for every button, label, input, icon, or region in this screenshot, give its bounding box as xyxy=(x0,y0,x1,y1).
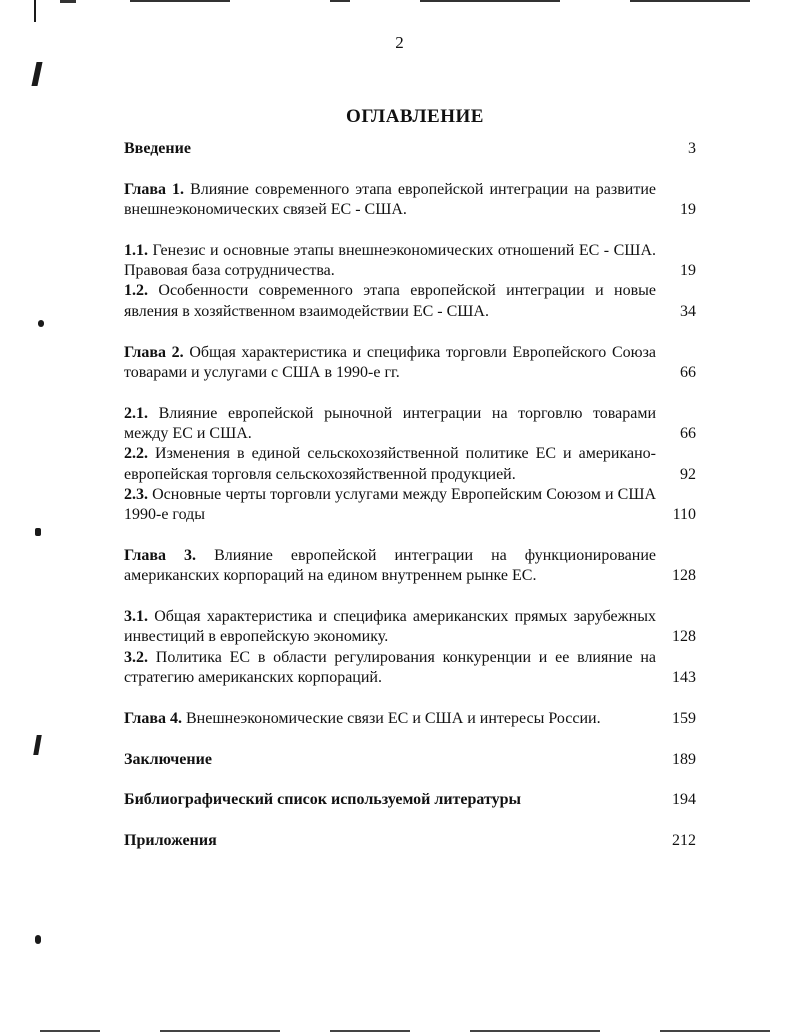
toc-title: ОГЛАВЛЕНИЕ xyxy=(346,106,484,127)
toc-entry-page: 92 xyxy=(680,465,696,483)
toc-entry-page: 159 xyxy=(672,709,696,727)
toc-entry-section-2-2[interactable] xyxy=(124,444,696,485)
scan-top-rule xyxy=(330,0,350,2)
toc-entry-page: 66 xyxy=(680,424,696,442)
scan-bottom-rule xyxy=(470,1030,600,1032)
scan-left-mark xyxy=(38,320,44,327)
scan-top-rule xyxy=(630,0,750,2)
toc-entry-page: 110 xyxy=(672,506,696,524)
toc-entry-introduction[interactable] xyxy=(124,139,696,159)
toc-entry-text xyxy=(124,343,656,384)
toc-entry-text: Приложения xyxy=(124,832,217,850)
table-of-contents xyxy=(124,139,696,851)
toc-entry-bibliography[interactable] xyxy=(124,790,696,810)
scan-top-rule xyxy=(130,0,230,2)
toc-entry-label: 3.1. xyxy=(124,608,148,626)
toc-entry-page: 194 xyxy=(672,791,696,809)
toc-entry-text xyxy=(124,648,656,689)
toc-entry-label: Глава 1. xyxy=(124,180,185,198)
toc-entry-text xyxy=(124,241,656,282)
toc-entry-title: Общая характеристика и специфика американских прямых зарубежных инвестиций в европейскую экономику. xyxy=(124,608,656,646)
toc-entry-conclusion[interactable] xyxy=(124,750,696,770)
toc-entry-page: 189 xyxy=(672,750,696,768)
scan-top-rule xyxy=(420,0,560,2)
toc-entry-section-2-1[interactable] xyxy=(124,404,696,445)
toc-entry-page: 34 xyxy=(680,302,696,320)
toc-entry-text xyxy=(124,709,656,729)
toc-entry-section-1-1[interactable] xyxy=(124,241,696,282)
toc-entry-title: Политика ЕС в области регулирования конкуренции и ее влияние на стратегию американских корпораций. xyxy=(124,648,657,686)
toc-entry-text: Библиографический список используемой литературы xyxy=(124,791,522,809)
toc-entry-title: Основные черты торговли услугами между Европейским Союзом и США 1990-е годы xyxy=(124,485,657,524)
scan-left-mark xyxy=(31,62,42,86)
toc-entry-section-3-2[interactable] xyxy=(124,648,696,689)
page-number: 2 xyxy=(395,33,404,52)
toc-entry-label: 1.1. xyxy=(124,241,148,259)
toc-entry-title: Общая характеристика и специфика торговли Европейского Союза товарами и услугами с США в 1990-е гг. xyxy=(124,343,657,381)
scan-left-mark xyxy=(35,935,41,944)
toc-entry-text xyxy=(124,404,656,445)
scan-left-mark xyxy=(35,528,41,536)
toc-entry-page: 66 xyxy=(680,363,696,381)
toc-entry-label: Глава 3. xyxy=(124,546,197,564)
scan-left-mark xyxy=(34,0,36,22)
toc-entry-text xyxy=(124,485,656,526)
scan-bottom-rule xyxy=(160,1030,280,1032)
toc-entry-appendices[interactable] xyxy=(124,831,696,851)
toc-entry-section-1-2[interactable] xyxy=(124,281,696,322)
scan-bottom-rule xyxy=(660,1030,770,1032)
toc-entry-label: 2.1. xyxy=(124,404,148,422)
toc-entry-page: 19 xyxy=(680,262,696,280)
toc-entry-label: 3.2. xyxy=(124,648,148,666)
toc-entry-label: Глава 4. xyxy=(124,709,182,727)
toc-entry-page: 19 xyxy=(680,201,696,219)
scan-bottom-rule xyxy=(330,1030,410,1032)
toc-entry-chapter-4[interactable] xyxy=(124,709,696,729)
toc-entry-title: Влияние европейской интеграции на функционирование американских корпораций на едином внутреннем рынке ЕС. xyxy=(124,546,656,585)
toc-entry-title: Внешнеэкономические связи ЕС и США и интересы России. xyxy=(186,709,601,727)
toc-entry-chapter-3[interactable] xyxy=(124,546,696,587)
toc-entry-title: Особенности современного этапа европейской интеграции и новые явления в хозяйственном взаимодействии ЕС - США. xyxy=(124,282,657,320)
scan-top-rule xyxy=(60,0,76,3)
toc-entry-text xyxy=(124,180,656,221)
toc-entry-text xyxy=(124,607,656,648)
toc-entry-label: Глава 2. xyxy=(124,343,184,361)
toc-entry-section-3-1[interactable] xyxy=(124,607,696,648)
toc-entry-text xyxy=(124,281,656,322)
toc-entry-text: Введение xyxy=(124,140,191,157)
scan-bottom-rule xyxy=(40,1030,100,1032)
toc-entry-label: 2.3. xyxy=(124,485,148,503)
toc-entry-text xyxy=(124,444,656,485)
toc-entry-text: Заключение xyxy=(124,750,212,768)
scan-left-mark xyxy=(33,735,42,755)
toc-entry-text xyxy=(124,546,656,587)
toc-entry-title: Влияние европейской рыночной интеграции на торговлю товарами между ЕС и США. xyxy=(124,404,657,442)
toc-entry-section-2-3[interactable] xyxy=(124,485,696,526)
toc-entry-page: 3 xyxy=(688,140,696,157)
toc-entry-page: 212 xyxy=(672,832,696,850)
toc-entry-title: Генезис и основные этапы внешнеэкономических отношений ЕС - США. Правовая база сотрудничества. xyxy=(124,241,656,280)
toc-entry-chapter-1[interactable] xyxy=(124,180,696,221)
toc-entry-page: 143 xyxy=(672,668,696,686)
toc-entry-label: 2.2. xyxy=(124,445,148,463)
toc-entry-chapter-2[interactable] xyxy=(124,343,696,384)
toc-entry-label: 1.2. xyxy=(124,282,148,300)
toc-entry-page: 128 xyxy=(672,628,696,646)
toc-entry-title: Влияние современного этапа европейской интеграции на развитие внешнеэкономических связей ЕС - США. xyxy=(124,180,656,219)
toc-entry-title: Изменения в единой сельскохозяйственной политике ЕС и американо-европейская торговля сельскохозяйственной продукцией. xyxy=(124,445,657,483)
toc-entry-page: 128 xyxy=(672,567,696,585)
